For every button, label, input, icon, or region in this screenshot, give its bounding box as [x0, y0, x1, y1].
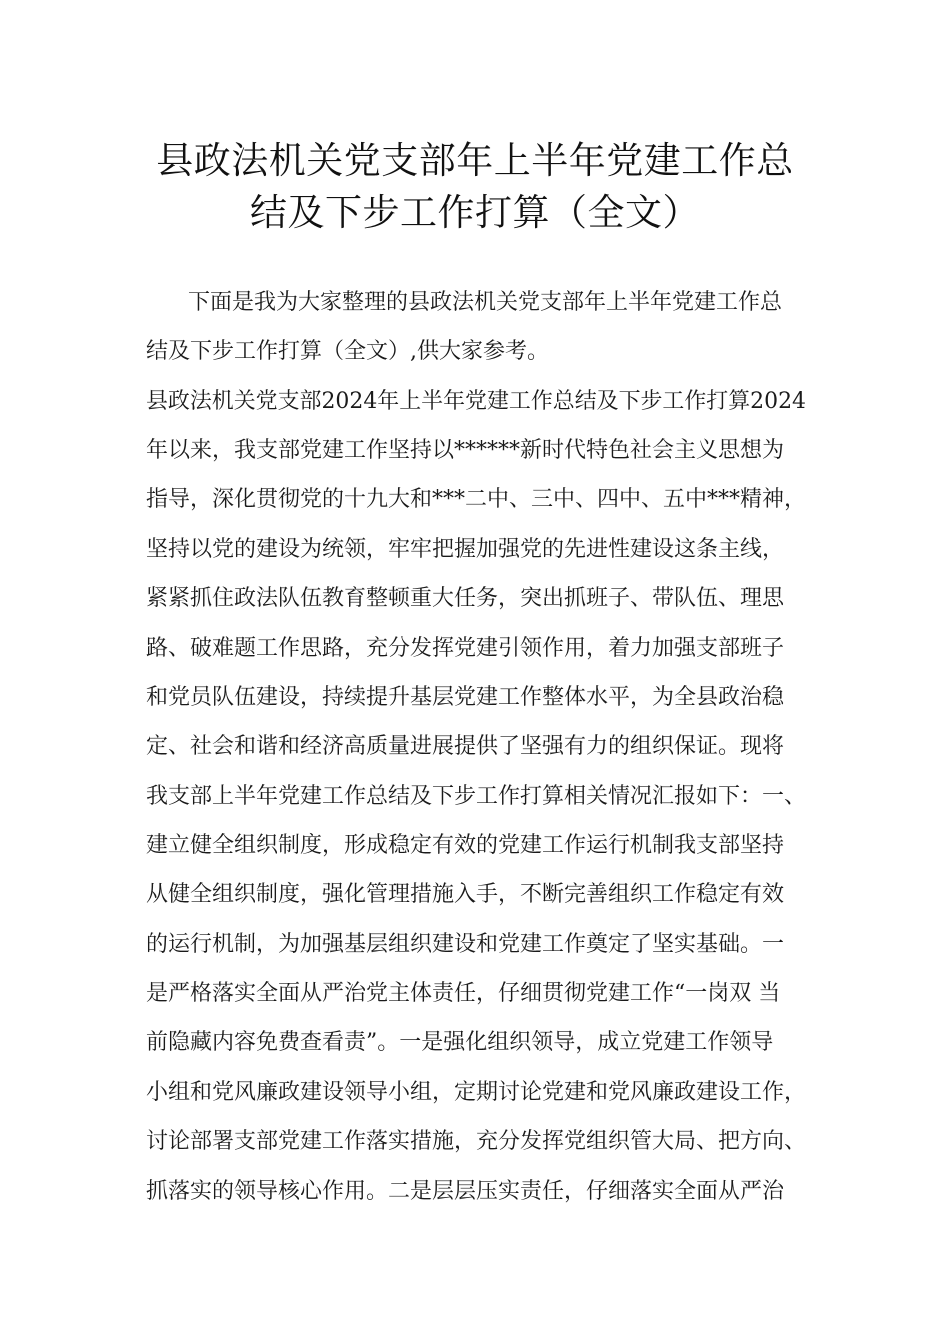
body-line: 前隐藏内容免费查看责”。一是强化组织领导，成立党建工作领导 — [146, 1030, 774, 1055]
body-line: 路、破难题工作思路，充分发挥党建引领作用，着力加强支部班子 — [146, 636, 785, 661]
body-line: 指导，深化贯彻党的十九大和***二中、三中、四中、五中***精神， — [146, 487, 807, 512]
body-line: 讨论部署支部党建工作落实措施，充分发挥党组织管大局、把方向、 — [146, 1129, 807, 1154]
body-line: 抓落实的领导核心作用。二是层层压实责任，仔细落实全面从严治 — [146, 1179, 785, 1204]
body-line: 是严格落实全面从严治党主体责任，仔细贯彻党建工作“一岗双 当 — [146, 981, 781, 1006]
body-line: 下面是我为大家整理的县政法机关党支部年上半年党建工作总 — [188, 290, 783, 315]
body-line: 我支部上半年党建工作总结及下步工作打算相关情况汇报如下：一、 — [146, 784, 807, 809]
document-title-line-1: 县政法机关党支部年上半年党建工作总 — [156, 139, 794, 182]
body-line: 和党员队伍建设，持续提升基层党建工作整体水平，为全县政治稳 — [146, 685, 785, 710]
body-line: 县政法机关党支部2024年上半年党建工作总结及下步工作打算2024 — [146, 389, 806, 414]
body-line: 年以来，我支部党建工作坚持以******新时代特色社会主义思想为 — [146, 438, 785, 463]
body-line: 小组和党风廉政建设领导小组，定期讨论党建和党风廉政建设工作， — [146, 1080, 807, 1105]
body-line: 建立健全组织制度，形成稳定有效的党建工作运行机制我支部坚持 — [146, 833, 785, 858]
body-line: 从健全组织制度，强化管理措施入手，不断完善组织工作稳定有效 — [146, 882, 785, 907]
body-line: 的运行机制，为加强基层组织建设和党建工作奠定了坚实基础。一 — [146, 932, 785, 957]
document-title-line-2: 结及下步工作打算（全文） — [250, 191, 700, 234]
body-line: 紧紧抓住政法队伍教育整顿重大任务，突出抓班子、带队伍、理思 — [146, 586, 785, 611]
body-line: 定、社会和谐和经济高质量进展提供了坚强有力的组织保证。现将 — [146, 734, 785, 759]
body-line: 坚持以党的建设为统领，牢牢把握加强党的先进性建设这条主线， — [146, 537, 785, 562]
body-line: 结及下步工作打算（全文）,供大家参考。 — [146, 339, 549, 364]
